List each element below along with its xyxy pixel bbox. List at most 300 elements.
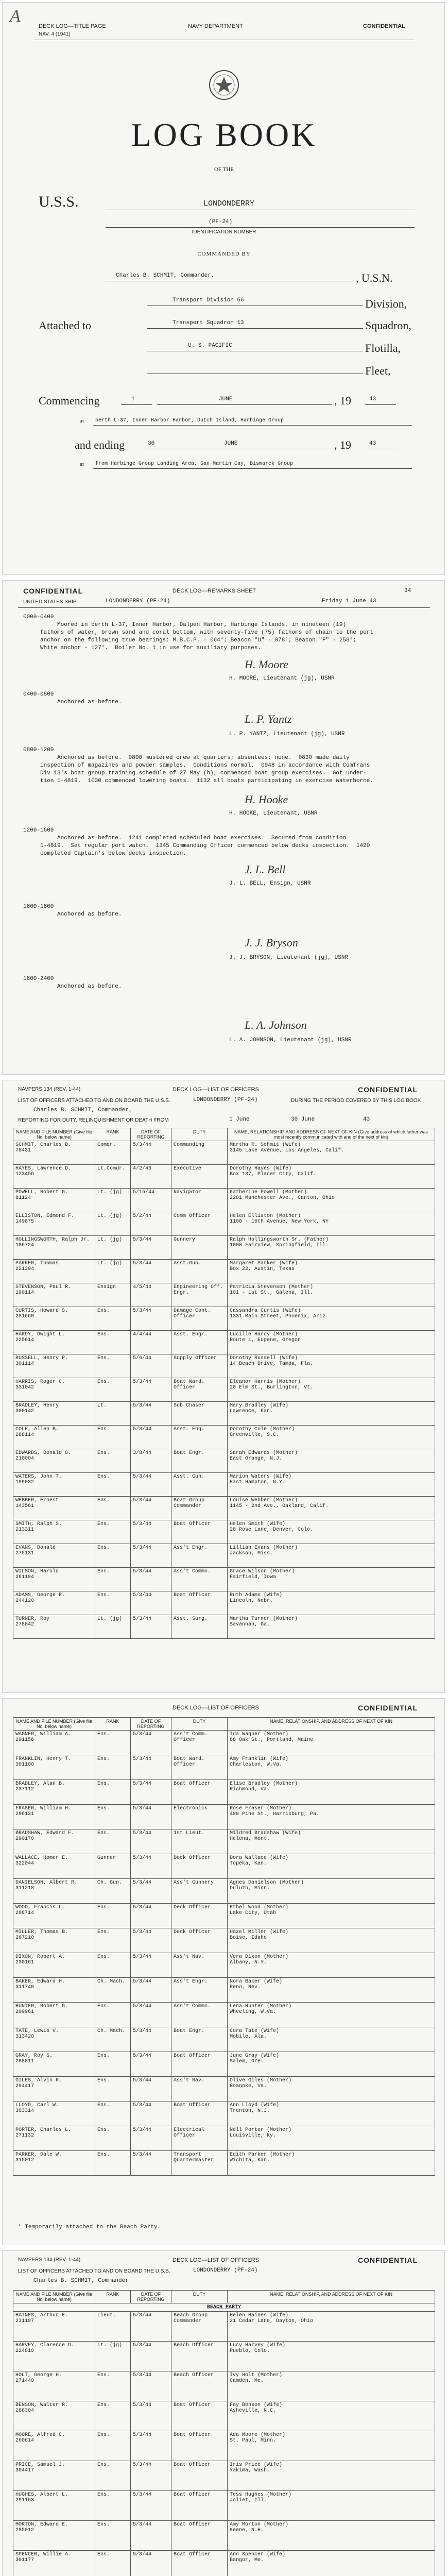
file-number: 303314 [15,2108,35,2114]
officers2-table [13,1717,435,2176]
date-text: 5/3/44 [133,2402,152,2408]
officers1-header-center: DECK LOG—LIST OF OFFICERS [173,1087,259,1093]
date-text: 5/2/44 [133,1213,152,1219]
date-text: 5/3/44 [133,2432,152,2438]
duty-cell [171,2312,228,2342]
watch-signature-3: H. Hooke [245,793,288,806]
rank-cell [95,1426,131,1449]
next-of-kin-text: Nell Porter (Mother) Louisville, Ky. [230,2127,292,2139]
col-rank-header: RANK [95,2291,131,2303]
file-number: 288304 [15,2408,35,2414]
officer-name: WALLACE, Homer E. [15,1855,68,1861]
commander-name: Charles B. SCHMIT, Commander, [116,273,215,279]
rank-text: Ens. [97,1831,110,1836]
next-of-kin-cell [228,2052,435,2077]
date-text: 5/15/44 [133,1190,155,1195]
title-page [2,2,445,575]
duty-cell [171,1212,228,1236]
next-of-kin-cell [228,1755,435,1780]
duty-text: Boat Officer [174,2522,211,2528]
officer-name: TURNER, Roy [15,1616,50,1622]
table-row [13,1189,435,1212]
fleet-label: Fleet, [365,364,391,377]
watch-signer-5: J. J. BRYSON, Lieutenant (jg), USNR [229,955,349,961]
officer-name-cell [13,2077,95,2102]
next-of-kin-cell [228,2342,435,2371]
date-text: 5/6/44 [133,1355,152,1361]
next-of-kin-text: Louise Webber (Mother) 1145 - 2nd Ave., Oakland, Calif. [230,1498,329,1509]
table-row [13,2551,435,2576]
hull-number: (PF-24) [209,219,233,225]
next-of-kin-cell [228,1378,435,1402]
officer-name-cell [13,1780,95,1805]
watch-entry-1: 0000-0400 Moored in berth L-37, Inner Harbor, Dalpen Harbor, Harbinge Islands, in nineteen (19) fathoms of water, brown sand and coral bottom, with seventy-five (75) fathoms of chain to the port anchor on the following true bearings: M.B.C.P. - 064°; Beacon "U" - 078°; Beacon "F" - 258°; White anchor - 127°. Boiler No. 1 in use for auxiliary purposes. [23,614,373,651]
officers3-table [13,2290,435,2576]
duty-text: Deck Officer [174,1905,211,1910]
duty-cell [171,2342,228,2371]
duty-cell [171,1520,228,1544]
table-row [13,1854,435,1879]
officers-page-2 [2,1698,445,2245]
title-page-header-right: CONFIDENTIAL [363,23,405,29]
table-row [13,2126,435,2151]
file-number: 230161 [15,1960,35,1965]
duty-text: Boat Officer [174,2402,211,2408]
duty-text: Boat Officer [174,1781,211,1787]
file-number: 294417 [15,2083,35,2089]
rank-text: Lt.Comdr. [97,1166,126,1172]
duty-cell [171,1283,228,1307]
next-of-kin-cell [228,1591,435,1615]
next-of-kin-cell [228,1212,435,1236]
officer-name: PARKER, Thomas [15,1261,59,1266]
commencing-month: JUNE [219,396,233,402]
duty-text: Boat Engr. [174,1450,205,1456]
officer-name-cell [13,1854,95,1879]
duty-cell [171,2461,228,2491]
date-text: 4/5/44 [133,1284,152,1290]
next-of-kin-text: Ethel Wood (Mother) Lake City, Utah [230,1905,289,1916]
date-text: 5/3/44 [133,2103,152,2108]
next-of-kin-text: Martha Turner (Mother) Savannah, Ga. [230,1616,298,1628]
duty-text: Boat Officer [174,2103,211,2108]
duty-text: Asst. Engr. [174,1332,208,1337]
rank-text: Ens. [97,1929,110,1935]
next-of-kin-cell [228,2102,435,2126]
date-text: 5/3/44 [133,1831,152,1836]
officers1-commanding: Charles B. SCHMIT, Commander, [33,1107,132,1113]
duty-text: Asst. Eng. [174,1427,205,1432]
officer-name: FRASER, William H. [15,1806,72,1811]
next-of-kin-cell [228,1829,435,1854]
officer-name-cell [13,1731,95,1755]
date-text: 5/3/44 [133,1954,152,1960]
file-number: 322044 [15,1861,35,1867]
date-cell [131,1141,171,1165]
table-row [13,2003,435,2027]
officer-name-cell [13,1978,95,2003]
officer-name-cell [13,2491,95,2521]
remarks-ship-label: UNITED STATES SHIP [23,599,77,605]
officer-name: ADAMS, George R. [15,1592,65,1598]
file-number: 278842 [15,1622,35,1628]
table-row [13,1904,435,1928]
officers3-commanding: Charles B. SCHMIT, Commander [33,2278,129,2284]
next-of-kin-text: Fay Benson (Wife) Asheville, N.C. [230,2402,283,2414]
table-row [13,1805,435,1829]
duty-text: Boat Officer [174,2053,211,2059]
officers1-period-to: 30 June [291,1116,315,1123]
duty-text: Sub Chaser [174,1403,205,1409]
next-of-kin-cell [228,1805,435,1829]
duty-text: Boat Engr. [174,2028,205,2034]
officer-name: TATE, Lewis V. [15,2028,59,2034]
officer-name-cell [13,2003,95,2027]
duty-text: 1st Lieut. [174,1831,205,1836]
identification-caption: IDENTIFICATION NUMBER [192,229,256,235]
next-of-kin-text: Vera Dixon (Mother) Albany, N.Y. [230,1954,289,1965]
watch-signature-2: L. P. Yantz [245,713,292,725]
rank-text: Gunner [97,1855,116,1861]
duty-cell [171,2151,228,2176]
duty-cell [171,1141,228,1165]
next-of-kin-cell [228,1189,435,1212]
date-cell [131,1805,171,1829]
duty-cell [171,1615,228,1639]
rank-cell [95,2077,131,2102]
table-row [13,1402,435,1426]
rank-text: Ens. [97,2127,110,2133]
remarks-page-number: 34 [404,588,411,594]
officers2-header-right: CONFIDENTIAL [358,1704,418,1712]
file-number: 186724 [15,1243,35,1248]
table-row [13,2521,435,2551]
file-number: 190114 [15,1290,35,1296]
duty-text: Asst.Gun. [174,1261,202,1266]
date-cell [131,1928,171,1953]
file-number: 285012 [15,2528,35,2533]
date-cell [131,1978,171,2003]
file-number: 81124 [15,1195,31,1201]
officers1-header-right: CONFIDENTIAL [358,1086,418,1094]
date-cell [131,1307,171,1331]
rank-cell [95,2027,131,2052]
duty-cell [171,1755,228,1780]
date-cell [131,1829,171,1854]
date-cell [131,1591,171,1615]
officer-name-cell [13,1928,95,1953]
col-date-header: DATE OF REPORTING [131,1718,171,1731]
rank-text: Ens. [97,2152,110,2158]
officer-name-cell [13,1449,95,1473]
officer-name: DANIELSON, Albert R. [15,1880,78,1886]
rank-cell [95,1928,131,1953]
rank-text: Lt. (jg) [97,1261,123,1266]
next-of-kin-text: Agnes Danielson (Mother) Duluth, Minn. [230,1880,304,1891]
date-cell [131,1331,171,1354]
next-of-kin-text: Hazel Miller (Wife) Boise, Idaho [230,1929,289,1941]
duty-text: Ass't Nav. [174,2078,205,2083]
next-of-kin-text: Eleanor Harris (Mother) 20 Elm St., Burlington, Vt. [230,1379,314,1391]
file-number: 301177 [15,2557,35,2563]
rank-cell [95,2003,131,2027]
duty-cell [171,1426,228,1449]
table-row [13,1615,435,1639]
rank-text: Ens. [97,1427,110,1432]
officer-name: EDWARDS, Donald G. [15,1450,72,1456]
rank-cell [95,1568,131,1591]
next-of-kin-text: Amy Morton (Mother) Keene, N.H. [230,2522,289,2533]
rank-text: Ens. [97,1450,110,1456]
officers3-ship: LONDONDERRY (PF-24) [193,2267,258,2274]
officer-name-cell [13,1520,95,1544]
rank-text: Ens. [97,2078,110,2083]
form-number: NAV. 4 (1941) [39,31,71,37]
officer-name-cell [13,1260,95,1283]
next-of-kin-cell [228,2027,435,2052]
table-row [13,2431,435,2461]
file-number: 313420 [15,2034,35,2040]
officers-page-3 [2,2250,445,2576]
rank-cell [95,1497,131,1520]
next-of-kin-text: Ann Spencer (Wife) Bangor, Me. [230,2552,286,2563]
file-number: 225614 [15,1337,35,1343]
next-of-kin-cell [228,1731,435,1755]
officer-name-cell [13,2027,95,2052]
date-text: 5/3/44 [133,2522,152,2528]
remarks-ship: LONDONDERRY (PF-24) [106,598,170,604]
officer-name-cell [13,2102,95,2126]
table-row [13,1307,435,1331]
officer-name-cell [13,2521,95,2551]
file-number: 213311 [15,1527,35,1533]
next-of-kin-text: June Gray (Wife) Salem, Ore. [230,2053,280,2064]
officers1-form-label: NAVPERS 134 (REV. 1-44) [18,1087,81,1092]
file-number: 315012 [15,2158,35,2163]
table-row [13,2312,435,2342]
officer-name: PARKER, Dale W. [15,2152,62,2158]
duty-text: Ass't Comm. Officer [174,1732,208,1743]
next-of-kin-cell [228,1520,435,1544]
next-of-kin-cell [228,1236,435,1260]
duty-cell [171,1236,228,1260]
next-of-kin-text: Lena Hunter (Mother) Wheeling, W.Va. [230,2004,292,2015]
rank-cell [95,1591,131,1615]
rank-cell [95,2461,131,2491]
date-text: 5/3/44 [133,2053,152,2059]
date-cell [131,2027,171,2052]
rank-text: Ens. [97,2004,110,2009]
rank-cell [95,1331,131,1354]
date-text: 5/3/44 [133,1379,152,1385]
rank-cell [95,1283,131,1307]
file-number: 231187 [15,2318,35,2324]
officer-name-cell [13,1879,95,1904]
of-the-label: OF THE [214,166,234,173]
next-of-kin-cell [228,2151,435,2176]
table-row [13,1520,435,1544]
flotilla-label: Flotilla, [365,342,401,354]
date-cell [131,1520,171,1544]
officer-name-cell [13,1331,95,1354]
duty-cell [171,1402,228,1426]
date-cell [131,1544,171,1568]
rank-cell [95,2371,131,2401]
date-cell [131,2342,171,2371]
duty-text: Boat Ward. Officer [174,1379,205,1391]
next-of-kin-text: Cora Tate (Wife) Mobile, Ala. [230,2028,280,2040]
officer-name: RUSSELL, Henry P. [15,1355,68,1361]
officer-name: HUNTER, Robert G. [15,2004,68,2009]
officer-name: COLE, Allen B. [15,1427,59,1432]
officer-name: WATERS, John T. [15,1474,62,1480]
file-number: 301114 [15,1361,35,1367]
watch-signer-6: L. A. JOHNSON, Lieutenant (jg), USNR [229,1037,352,1043]
date-cell [131,2371,171,2401]
officer-name-cell [13,1402,95,1426]
date-cell [131,2461,171,2491]
date-cell [131,2431,171,2461]
date-text: 5/3/44 [133,2372,152,2378]
file-number: 291163 [15,2498,35,2503]
watch-signature-4: J. L. Bell [245,863,286,876]
file-number: 221304 [15,1266,35,1272]
date-text: 5/3/44 [133,1756,152,1762]
next-of-kin-cell [228,1497,435,1520]
duty-cell [171,2027,228,2052]
next-of-kin-cell [228,1283,435,1307]
at-value: berth L-37, Inner Harbor Harbor, Dutch Island, Harbinge Group [95,418,284,423]
officer-name: PORTER, Charles L. [15,2127,72,2133]
officers1-reporting-label: REPORTING FOR DUTY, RELINQUISHMENT OR DEATH FROM [18,1117,169,1123]
next-of-kin-text: Cassandra Curtis (Wife) 1331 Main Street, Phoenix, Ariz. [230,1308,329,1319]
date-cell [131,1854,171,1879]
duty-text: Executive [174,1166,202,1172]
ending-year: 43 [369,440,376,447]
next-of-kin-cell [228,1141,435,1165]
next-of-kin-cell [228,1568,435,1591]
date-cell [131,2401,171,2431]
next-of-kin-cell [228,1953,435,1978]
next-of-kin-cell [228,1307,435,1331]
date-text: 3/8/44 [133,1450,152,1456]
next-of-kin-text: Mildred Bradshaw (Wife) Helena, Mont. [230,1831,301,1842]
date-cell [131,1568,171,1591]
col-next-header: NAME, RELATIONSHIP, AND ADDRESS OF NEXT OF KIN [228,2291,435,2303]
officer-name: MORTON, Edward E. [15,2522,68,2528]
file-number: 149875 [15,1219,35,1225]
duty-cell [171,1904,228,1928]
officer-name: STEVENSON, Paul R. [15,1284,72,1290]
file-number: 304417 [15,2468,35,2473]
rank-text: Ens. [97,2053,110,2059]
rank-cell [95,1189,131,1212]
date-text: 4/2/43 [133,1166,152,1172]
next-of-kin-text: Ada Moore (Mother) St. Paul, Minn. [230,2432,286,2444]
rank-cell [95,1236,131,1260]
officer-name: SMITH, Ralph S. [15,1521,62,1527]
duty-cell [171,1854,228,1879]
watch-entry-5: 1600-1800 Anchored as before. [23,904,122,918]
next-of-kin-cell [228,1402,435,1426]
date-text: 5/3/44 [133,1880,152,1886]
rank-cell [95,1307,131,1331]
officer-name-cell [13,1615,95,1639]
next-of-kin-text: Elise Bradley (Mother) Richmond, Va. [230,1781,298,1792]
date-text: 5/3/44 [133,2004,152,2009]
table-row [13,2027,435,2052]
rank-cell [95,2126,131,2151]
date-cell [131,2003,171,2027]
rank-cell [95,1354,131,1378]
duty-text: Transport Quartermaster [174,2152,214,2163]
date-text: 5/3/44 [133,1929,152,1935]
next-of-kin-text: Dorothy Russell (Wife) 14 Beach Drive, Tampa, Fla. [230,1355,314,1367]
date-cell [131,1402,171,1426]
duty-cell [171,1378,228,1402]
table-row [13,1978,435,2003]
next-of-kin-cell [228,1354,435,1378]
file-number: 244120 [15,1598,35,1604]
rank-text: Ens. [97,1756,110,1762]
rank-text: Ens. [97,2552,110,2557]
rank-cell [95,1449,131,1473]
table-row [13,1497,435,1520]
officer-name: BRADLEY, Alan B. [15,1781,65,1787]
table-row [13,1378,435,1402]
date-text: 5/3/44 [133,2028,152,2034]
rank-text: Ens. [97,2462,110,2468]
duty-cell [171,2551,228,2576]
flotilla-value: U. S. PACIFIC [188,343,232,349]
duty-text: Electrical Officer [174,2127,205,2139]
officers3-attached-label: LIST OF OFFICERS ATTACHED TO AND ON BOARD THE U.S.S. [18,2268,170,2274]
file-number: 291156 [15,1737,35,1743]
date-text: 5/3/44 [133,2078,152,2083]
officers-page-1 [2,1080,445,1693]
watch-signer-4: J. L. BELL, Ensign, USNR [229,880,311,887]
table-row [13,1141,435,1165]
rank-text: Ch. Gun. [97,1880,123,1886]
file-number: 281660 [15,1314,35,1319]
rank-cell [95,1780,131,1805]
col-name-header: NAME AND FILE NUMBER (Give file No. below name) [13,2291,95,2303]
date-text: 5/3/44 [133,2552,152,2557]
duty-text: Ass't Nav. [174,1954,205,1960]
next-of-kin-cell [228,1615,435,1639]
officer-name: HARDY, Dwight L. [15,1332,65,1337]
duty-cell [171,1449,228,1473]
duty-text: Commanding [174,1142,205,1148]
next-of-kin-text: Dorothy Hayes (Wife) Box 137, Placer City, Calif. [230,1166,317,1177]
date-text: 5/3/44 [133,1261,152,1266]
next-of-kin-cell [228,1449,435,1473]
duty-cell [171,2126,228,2151]
remarks-date: Friday 1 June 43 [322,598,376,604]
officers1-period-label: DURING THE PERIOD COVERED BY THIS LOG BOOK [291,1098,421,1104]
next-of-kin-text: Grace Wilson (Mother) Fairfield, Iowa [230,1569,295,1580]
date-text: 5/3/44 [133,2343,152,2348]
table-row [13,1755,435,1780]
table-row [13,1236,435,1260]
date-text: 5/3/44 [133,2462,152,2468]
table-row [13,1449,435,1473]
file-number: 237112 [15,1787,35,1792]
date-cell [131,1953,171,1978]
logbook-title: LOG BOOK [131,116,317,153]
rank-cell [95,2052,131,2077]
remarks-header-left: CONFIDENTIAL [23,587,83,595]
